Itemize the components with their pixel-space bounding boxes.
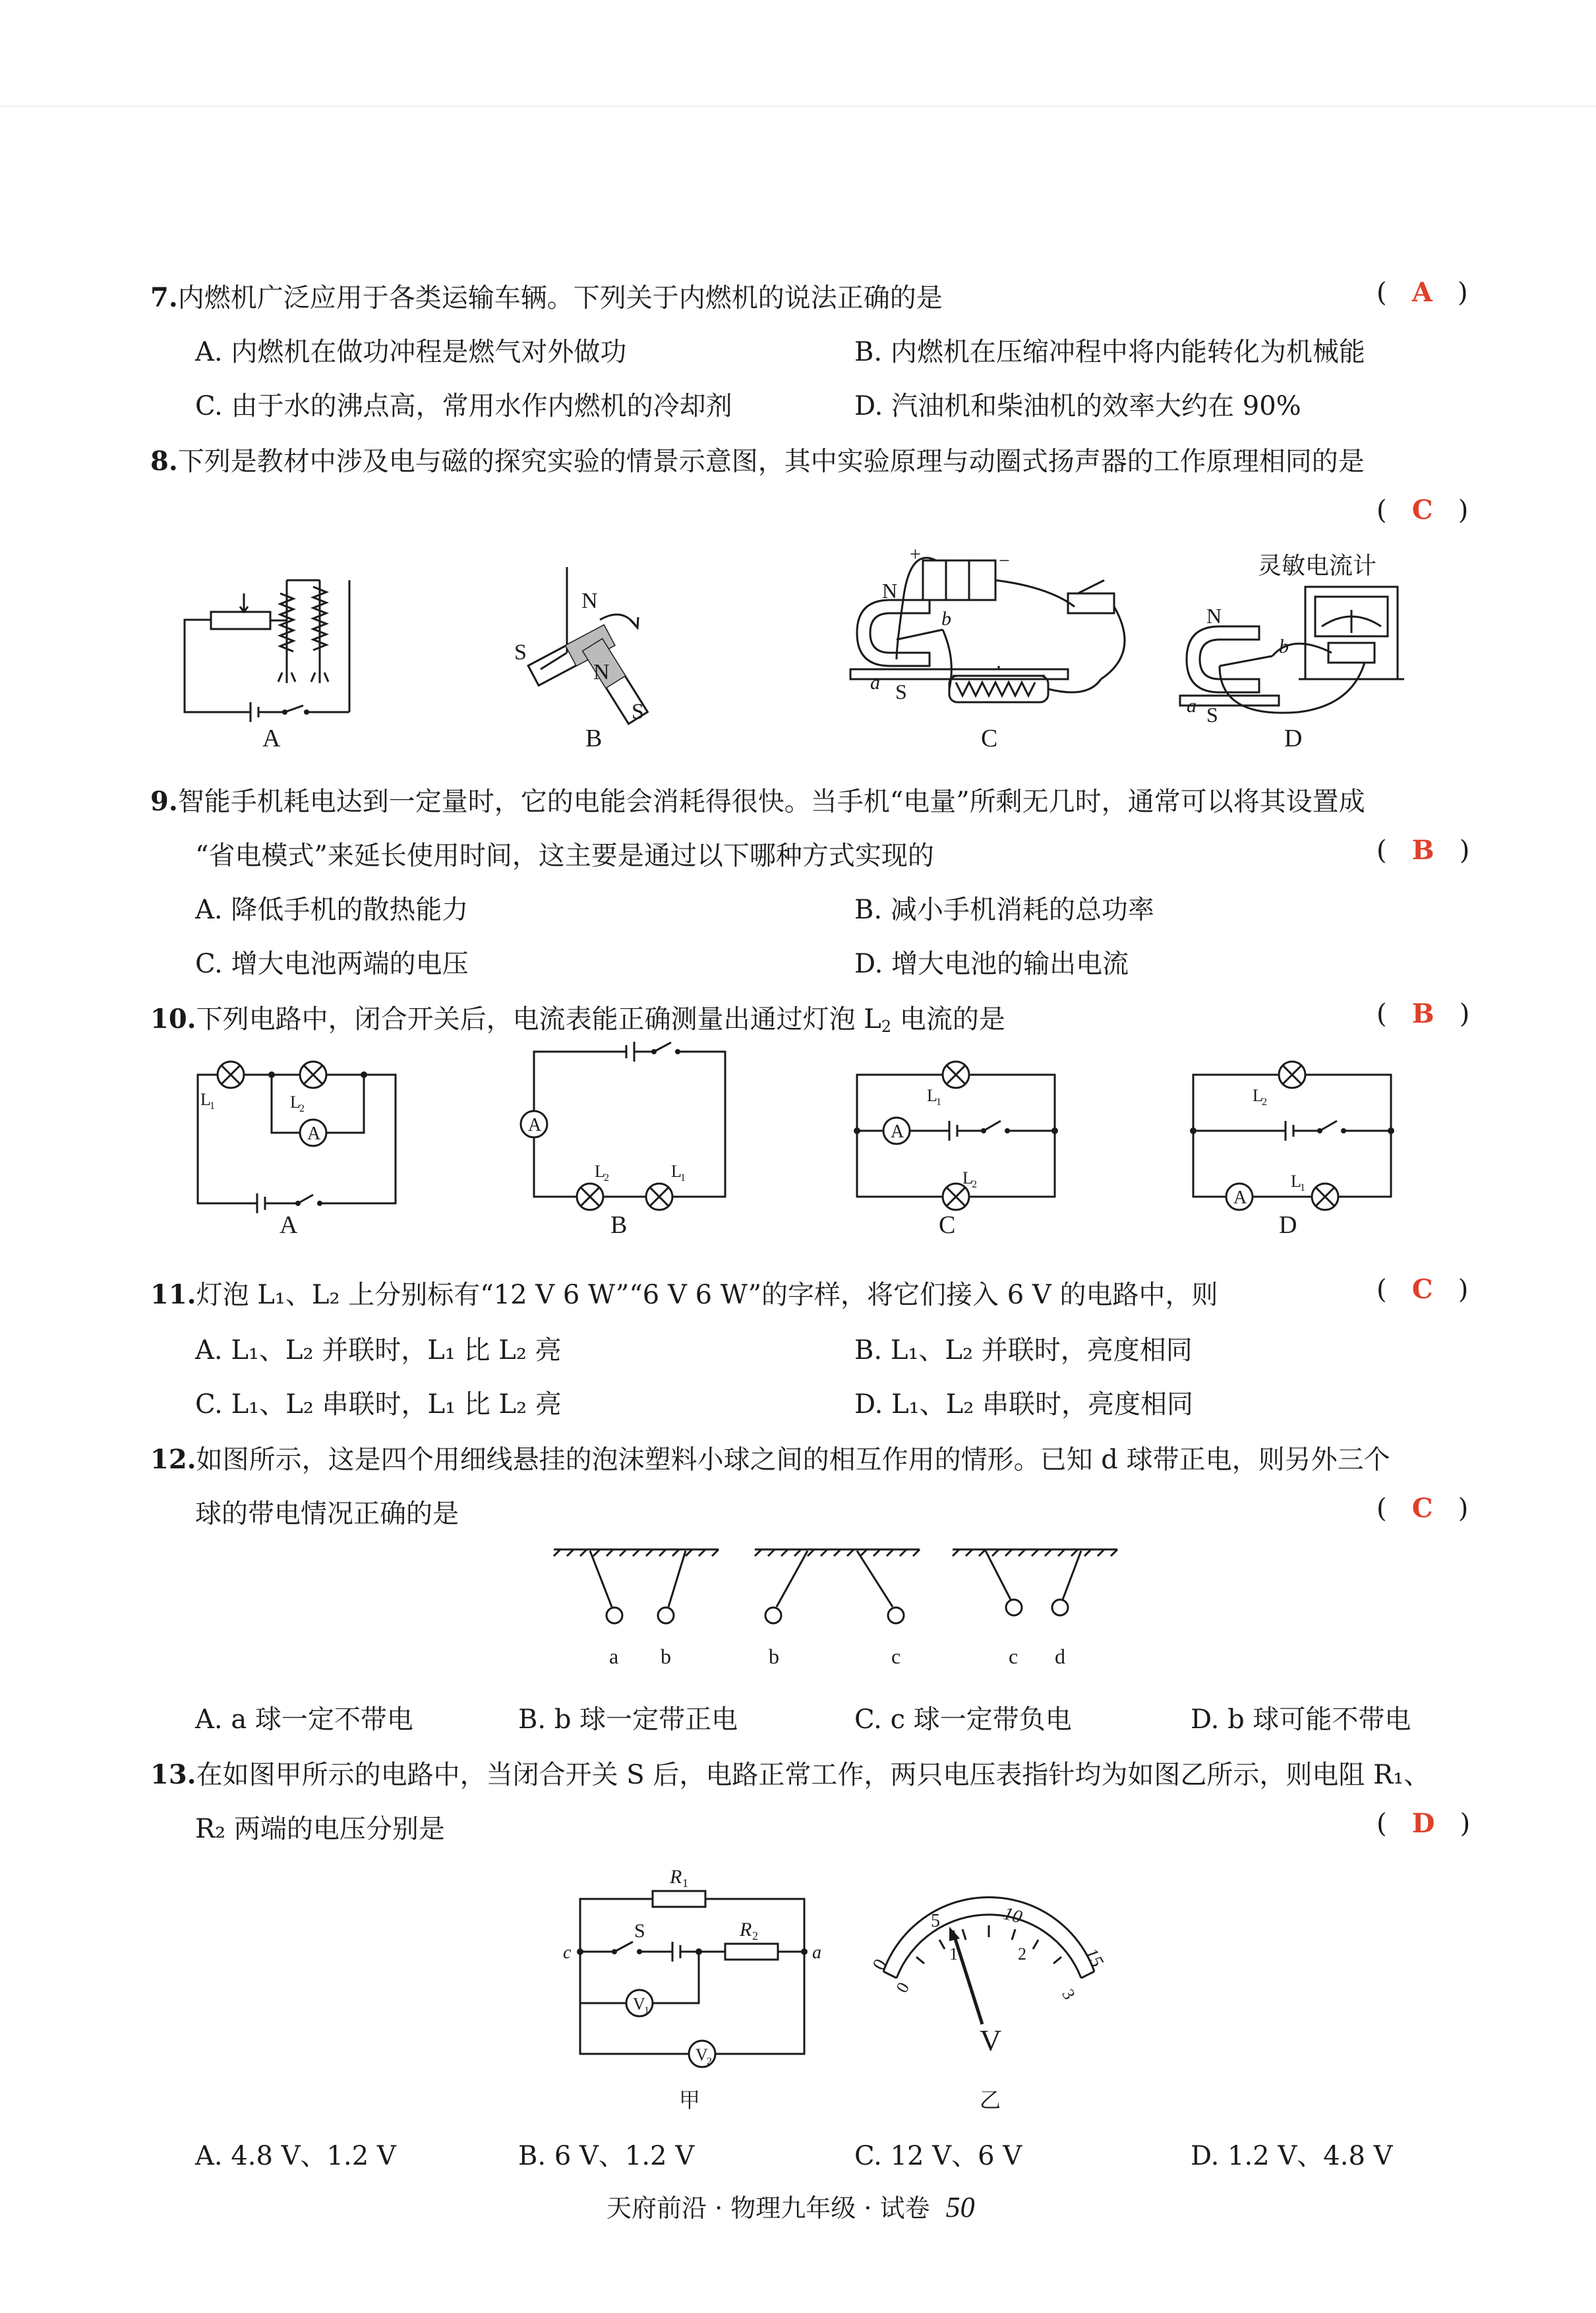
svg-text:1: 1 [936, 1096, 941, 1108]
q12-panel-bc [755, 1549, 920, 1623]
q12-ball-c2: c [1009, 1644, 1019, 1668]
page-footer [606, 2188, 975, 2224]
q12-ball-b2: b [769, 1644, 779, 1668]
svg-text:5: 5 [931, 1911, 940, 1931]
q8-stem [150, 440, 1365, 478]
q11-answer: C [1411, 1274, 1433, 1305]
q9-option-c: C. 增大电池两端的电压 [195, 949, 469, 979]
svg-text:1: 1 [210, 1100, 215, 1112]
svg-text:V: V [695, 2045, 708, 2064]
q8-figure-b [501, 554, 712, 732]
footer-text: 天府前沿 · 物理九年级 · 试卷 [606, 2194, 930, 2223]
svg-text:2: 2 [604, 1172, 609, 1184]
q7-text: 内燃机广泛应用于各类运输车辆。下列关于内燃机的说法正确的是 [177, 283, 943, 313]
svg-text:b: b [941, 608, 951, 630]
svg-text:c: c [563, 1942, 572, 1963]
q10-circuit-d [1187, 1055, 1411, 1213]
q11-text: 灯泡 L₁、L₂ 上分别标有“12 V 6 W”“6 V 6 W”的字样，将它们接入 6 V 的电路中，则 [196, 1280, 1218, 1310]
q11-stem [150, 1274, 1218, 1311]
svg-text:L: L [595, 1162, 605, 1181]
q12-ball-b1: b [661, 1644, 671, 1668]
q8-figure-c [850, 543, 1147, 725]
q10-label-b: B [610, 1211, 628, 1239]
q13-option-c: C. 12 V、6 V [854, 2141, 1022, 2171]
q12-panel-cd [953, 1549, 1117, 1615]
q9-stem-line2: “省电模式”来延长使用时间，这主要是通过以下哪种方式实现的 [195, 841, 934, 871]
q8-label-d: D [1284, 725, 1303, 752]
svg-text:a: a [812, 1942, 821, 1963]
q7-answer-slot: ( A ) [1376, 277, 1468, 308]
svg-text:N: N [1206, 604, 1222, 628]
svg-text:1: 1 [680, 1172, 686, 1184]
svg-text:3: 3 [1058, 1985, 1079, 2003]
svg-text:S: S [1206, 703, 1218, 727]
q10-answer-slot: ( B ) [1376, 998, 1470, 1029]
q10-circuit-a [191, 1055, 415, 1213]
q8-label-c: C [981, 725, 998, 752]
svg-text:2: 2 [299, 1103, 305, 1114]
q11-option-b: B. L₁、L₂ 并联时，亮度相同 [854, 1335, 1193, 1366]
q10-circuit-b [514, 1045, 738, 1217]
q8-label-b: B [585, 725, 603, 752]
q13-caption-jia: 甲 [679, 2088, 701, 2113]
q8-meter-label: 灵敏电流计 [1258, 553, 1377, 580]
q8-answer-slot: ( C ) [1376, 495, 1469, 526]
q9-stem-line1 [150, 781, 1365, 818]
svg-text:a: a [870, 672, 880, 694]
q11-option-d: D. L₁、L₂ 串联时，亮度相同 [854, 1389, 1193, 1420]
svg-text:a: a [1187, 695, 1197, 717]
svg-text:N: N [581, 589, 598, 613]
page-top-rule [0, 105, 1596, 107]
svg-text:S: S [634, 1920, 645, 1942]
q10-label-c: C [939, 1211, 956, 1239]
svg-text:L: L [200, 1090, 211, 1109]
q12-ball-d: d [1055, 1644, 1065, 1668]
q8-figure-a [171, 567, 369, 738]
q12-answer: C [1411, 1493, 1433, 1524]
q13-stem-line2: R₂ 两端的电压分别是 [195, 1814, 445, 1844]
svg-text:A: A [891, 1122, 904, 1142]
q9-option-a: A. 降低手机的散热能力 [195, 895, 469, 925]
q12-figure [554, 1543, 1134, 1655]
svg-text:10: 10 [1001, 1903, 1024, 1928]
svg-text:R: R [740, 1919, 752, 1940]
q7-option-a: A. 内燃机在做功冲程是燃气对外做功 [195, 337, 627, 367]
q12-number: 12. [150, 1444, 196, 1475]
q12-option-c: C. c 球一定带负电 [854, 1704, 1072, 1735]
q12-text-line1: 如图所示，这是四个用细线悬挂的泡沫塑料小球之间的相互作用的情形。已知 d 球带正电，则另外三个 [196, 1445, 1390, 1475]
q10-text-after: 电流的是 [891, 1004, 1005, 1035]
q10-label-d: D [1279, 1211, 1297, 1239]
svg-text:V: V [633, 1995, 645, 2014]
q8-figure-d [1180, 580, 1417, 725]
svg-text:L: L [290, 1093, 301, 1112]
svg-text:b: b [1279, 636, 1289, 657]
q7-option-d: D. 汽油机和柴油机的效率大约在 90% [854, 391, 1301, 421]
svg-text:2: 2 [752, 1929, 758, 1942]
q13-answer-slot: ( D ) [1376, 1808, 1471, 1839]
q7-stem [150, 277, 943, 315]
q13-option-b: B. 6 V、1.2 V [518, 2141, 695, 2171]
q12-option-b: B. b 球一定带正电 [518, 1704, 738, 1735]
svg-text:15: 15 [1080, 1944, 1108, 1971]
q10-text-sub: 2 [881, 1017, 892, 1036]
q9-answer: B [1411, 835, 1434, 866]
q12-ball-c1: c [891, 1644, 901, 1668]
svg-text:−: − [999, 550, 1010, 572]
q8-number: 8. [150, 446, 178, 477]
q12-panel-ab [554, 1549, 719, 1623]
q13-figure-jia [563, 1859, 831, 2077]
q12-stem-line1 [150, 1439, 1390, 1476]
q11-number: 11. [150, 1279, 196, 1310]
q10-answer: B [1411, 998, 1434, 1029]
q12-option-a: A. a 球一定不带电 [195, 1704, 413, 1735]
q9-text-line1: 智能手机耗电达到一定量时，它的电能会消耗得很快。当手机“电量”所剩无几时，通常可以将其设置成 [177, 787, 1365, 817]
q13-stem-line1 [150, 1754, 1430, 1791]
svg-text:1: 1 [644, 2005, 649, 2016]
q10-circuit-c [850, 1055, 1075, 1213]
q13-option-a: A. 4.8 V、1.2 V [195, 2141, 396, 2171]
q9-answer-slot: ( B ) [1376, 835, 1470, 866]
svg-text:0: 0 [892, 1979, 914, 1997]
q11-answer-slot: ( C ) [1376, 1274, 1469, 1305]
q13-answer: D [1411, 1808, 1435, 1839]
svg-text:2: 2 [1018, 1944, 1026, 1964]
svg-text:2: 2 [707, 2056, 712, 2067]
svg-text:N: N [593, 660, 610, 684]
q10-number: 10. [150, 1004, 196, 1035]
svg-text:2: 2 [972, 1179, 977, 1190]
svg-text:L: L [671, 1162, 682, 1181]
page-number: 50 [945, 2191, 975, 2223]
q9-option-d: D. 增大电池的输出电流 [854, 949, 1129, 979]
svg-text:R: R [670, 1866, 682, 1888]
q7-answer: A [1411, 277, 1433, 308]
q11-option-a: A. L₁、L₂ 并联时，L₁ 比 L₂ 亮 [195, 1335, 562, 1366]
q8-answer: C [1411, 495, 1433, 526]
svg-text:2: 2 [1262, 1096, 1267, 1108]
q8-label-a: A [262, 725, 281, 752]
svg-text:S: S [514, 640, 527, 665]
svg-text:V: V [980, 2024, 1002, 2057]
q10-label-a: A [280, 1211, 298, 1239]
q13-text-line1: 在如图甲所示的电路中，当闭合开关 S 后，电路正常工作，两只电压表指针均为如图乙所示，则电阻 R₁、 [196, 1760, 1431, 1790]
q13-caption-yi: 乙 [980, 2088, 1001, 2113]
q7-option-c: C. 由于水的沸点高，常用水作内燃机的冷却剂 [195, 391, 732, 421]
q12-stem-line2: 球的带电情况正确的是 [195, 1499, 459, 1529]
svg-text:A: A [307, 1124, 321, 1144]
q9-option-b: B. 减小手机消耗的总功率 [854, 895, 1154, 925]
q13-number: 13. [150, 1759, 196, 1790]
svg-text:1: 1 [1300, 1182, 1305, 1193]
svg-text:L: L [1291, 1172, 1301, 1191]
q12-answer-slot: ( C ) [1376, 1493, 1469, 1524]
svg-text:S: S [895, 680, 907, 704]
q11-option-c: C. L₁、L₂ 串联时，L₁ 比 L₂ 亮 [195, 1389, 562, 1420]
svg-text:L: L [1253, 1086, 1263, 1105]
svg-text:1: 1 [682, 1877, 688, 1890]
q13-option-d: D. 1.2 V、4.8 V [1191, 2141, 1393, 2171]
svg-text:0: 0 [868, 1955, 891, 1974]
q12-ball-a: a [609, 1644, 619, 1668]
svg-text:A: A [528, 1115, 542, 1135]
svg-text:L: L [962, 1168, 973, 1187]
q7-number: 7. [150, 282, 178, 313]
svg-text:L: L [927, 1086, 937, 1105]
svg-text:1: 1 [949, 1944, 958, 1964]
q12-option-d: D. b 球可能不带电 [1191, 1704, 1411, 1735]
q8-text: 下列是教材中涉及电与磁的探究实验的情景示意图，其中实验原理与动圈式扬声器的工作原理相同的是 [177, 446, 1365, 477]
q10-stem [150, 998, 1005, 1036]
svg-text:A: A [1233, 1187, 1247, 1208]
svg-text:N: N [882, 579, 898, 603]
svg-text:+: + [910, 543, 921, 565]
q13-figure-yi [857, 1886, 1121, 2057]
q10-text-before: 下列电路中，闭合开关后，电流表能正确测量出通过灯泡 L [196, 1004, 881, 1035]
q7-option-b: B. 内燃机在压缩冲程中将内能转化为机械能 [854, 337, 1365, 367]
q9-number: 9. [150, 786, 178, 817]
svg-text:S: S [632, 700, 644, 724]
